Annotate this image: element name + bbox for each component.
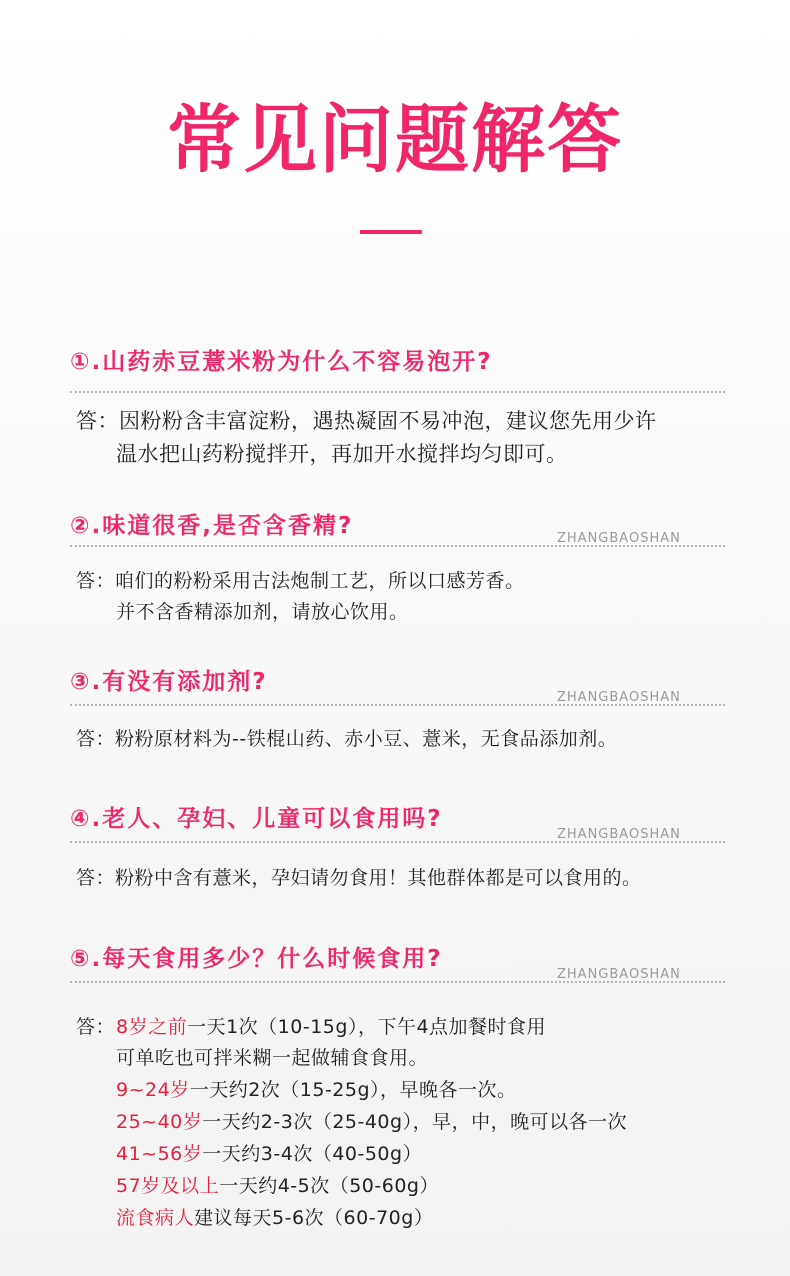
dosage-row: [116, 1043, 428, 1070]
dotted-divider: [70, 391, 725, 393]
dosage-detail: 一天约2-3次（25-40g），早，中，晚可以各一次: [202, 1111, 628, 1133]
faq-question-5: ⑤.每天食用多少？什么时候食用?: [70, 946, 443, 972]
faq-question-2: ②.味道很香,是否含香精?: [70, 513, 354, 539]
faq-question-4: ④.老人、孕妇、儿童可以食用吗?: [70, 806, 443, 832]
dosage-detail: 一天1次（10-15g），下午4点加餐时食用: [187, 1016, 547, 1038]
dosage-age: 流食病人: [116, 1207, 195, 1229]
dosage-detail: 一天约2次（15-25g），早晚各一次。: [189, 1079, 517, 1101]
page-title: 常见问题解答: [167, 97, 623, 183]
dosage-row: [116, 1203, 433, 1230]
title-underline: [360, 230, 422, 234]
faq-answer-4: 答：粉粉中含有薏米，孕妇请勿食用！其他群体都是可以食用的。: [76, 867, 642, 889]
dosage-row: [116, 1075, 517, 1102]
faq-answer-3: 答：粉粉原材料为--铁棍山药、赤小豆、薏米，无食品添加剂。: [76, 728, 618, 750]
dosage-row: [116, 1139, 422, 1166]
dosage-detail: 一天约4-5次（50-60g）: [219, 1175, 439, 1197]
dotted-divider: [70, 704, 725, 706]
dosage-row: [116, 1012, 546, 1039]
dosage-age: 41~56岁: [116, 1143, 203, 1165]
dotted-divider: [70, 545, 725, 547]
dosage-detail: 建议每天5-6次（60-70g）: [194, 1207, 434, 1229]
dotted-divider: [70, 841, 725, 843]
faq-answer-5-prefix: 答：: [76, 1016, 116, 1038]
watermark-text: ZHANGBAOSHAN: [557, 690, 681, 705]
faq-answer-1-line-2: 温水把山药粉搅拌开，再加开水搅拌均匀即可。: [116, 442, 568, 466]
dosage-detail: 一天约3-4次（40-50g）: [202, 1143, 423, 1165]
dosage-age: 25~40岁: [116, 1111, 203, 1133]
faq-answer-2-line-2: 并不含香精添加剂，请放心饮用。: [116, 601, 409, 623]
dosage-detail: 可单吃也可拌米糊一起做辅食食用。: [116, 1047, 429, 1069]
dosage-row: [116, 1171, 439, 1198]
faq-answer-2-line-1: 答：咱们的粉粉采用古法炮制工艺，所以口感芳香。: [76, 570, 525, 592]
dosage-row: [116, 1107, 627, 1134]
dotted-divider: [70, 981, 725, 983]
faq-question-1: ①.山药赤豆薏米粉为什么不容易泡开?: [70, 349, 493, 375]
watermark-text: ZHANGBAOSHAN: [557, 531, 681, 546]
dosage-age: 9~24岁: [116, 1079, 190, 1101]
faq-answer-1-line-1: 答：因粉粉含丰富淀粉，遇热凝固不易冲泡，建议您先用少许: [76, 409, 657, 433]
watermark-text: ZHANGBAOSHAN: [557, 967, 681, 982]
faq-question-3: ③.有没有添加剂?: [70, 669, 268, 695]
watermark-text: ZHANGBAOSHAN: [557, 827, 681, 842]
dosage-age: 8岁之前: [116, 1016, 188, 1038]
dosage-age: 57岁及以上: [116, 1175, 220, 1197]
